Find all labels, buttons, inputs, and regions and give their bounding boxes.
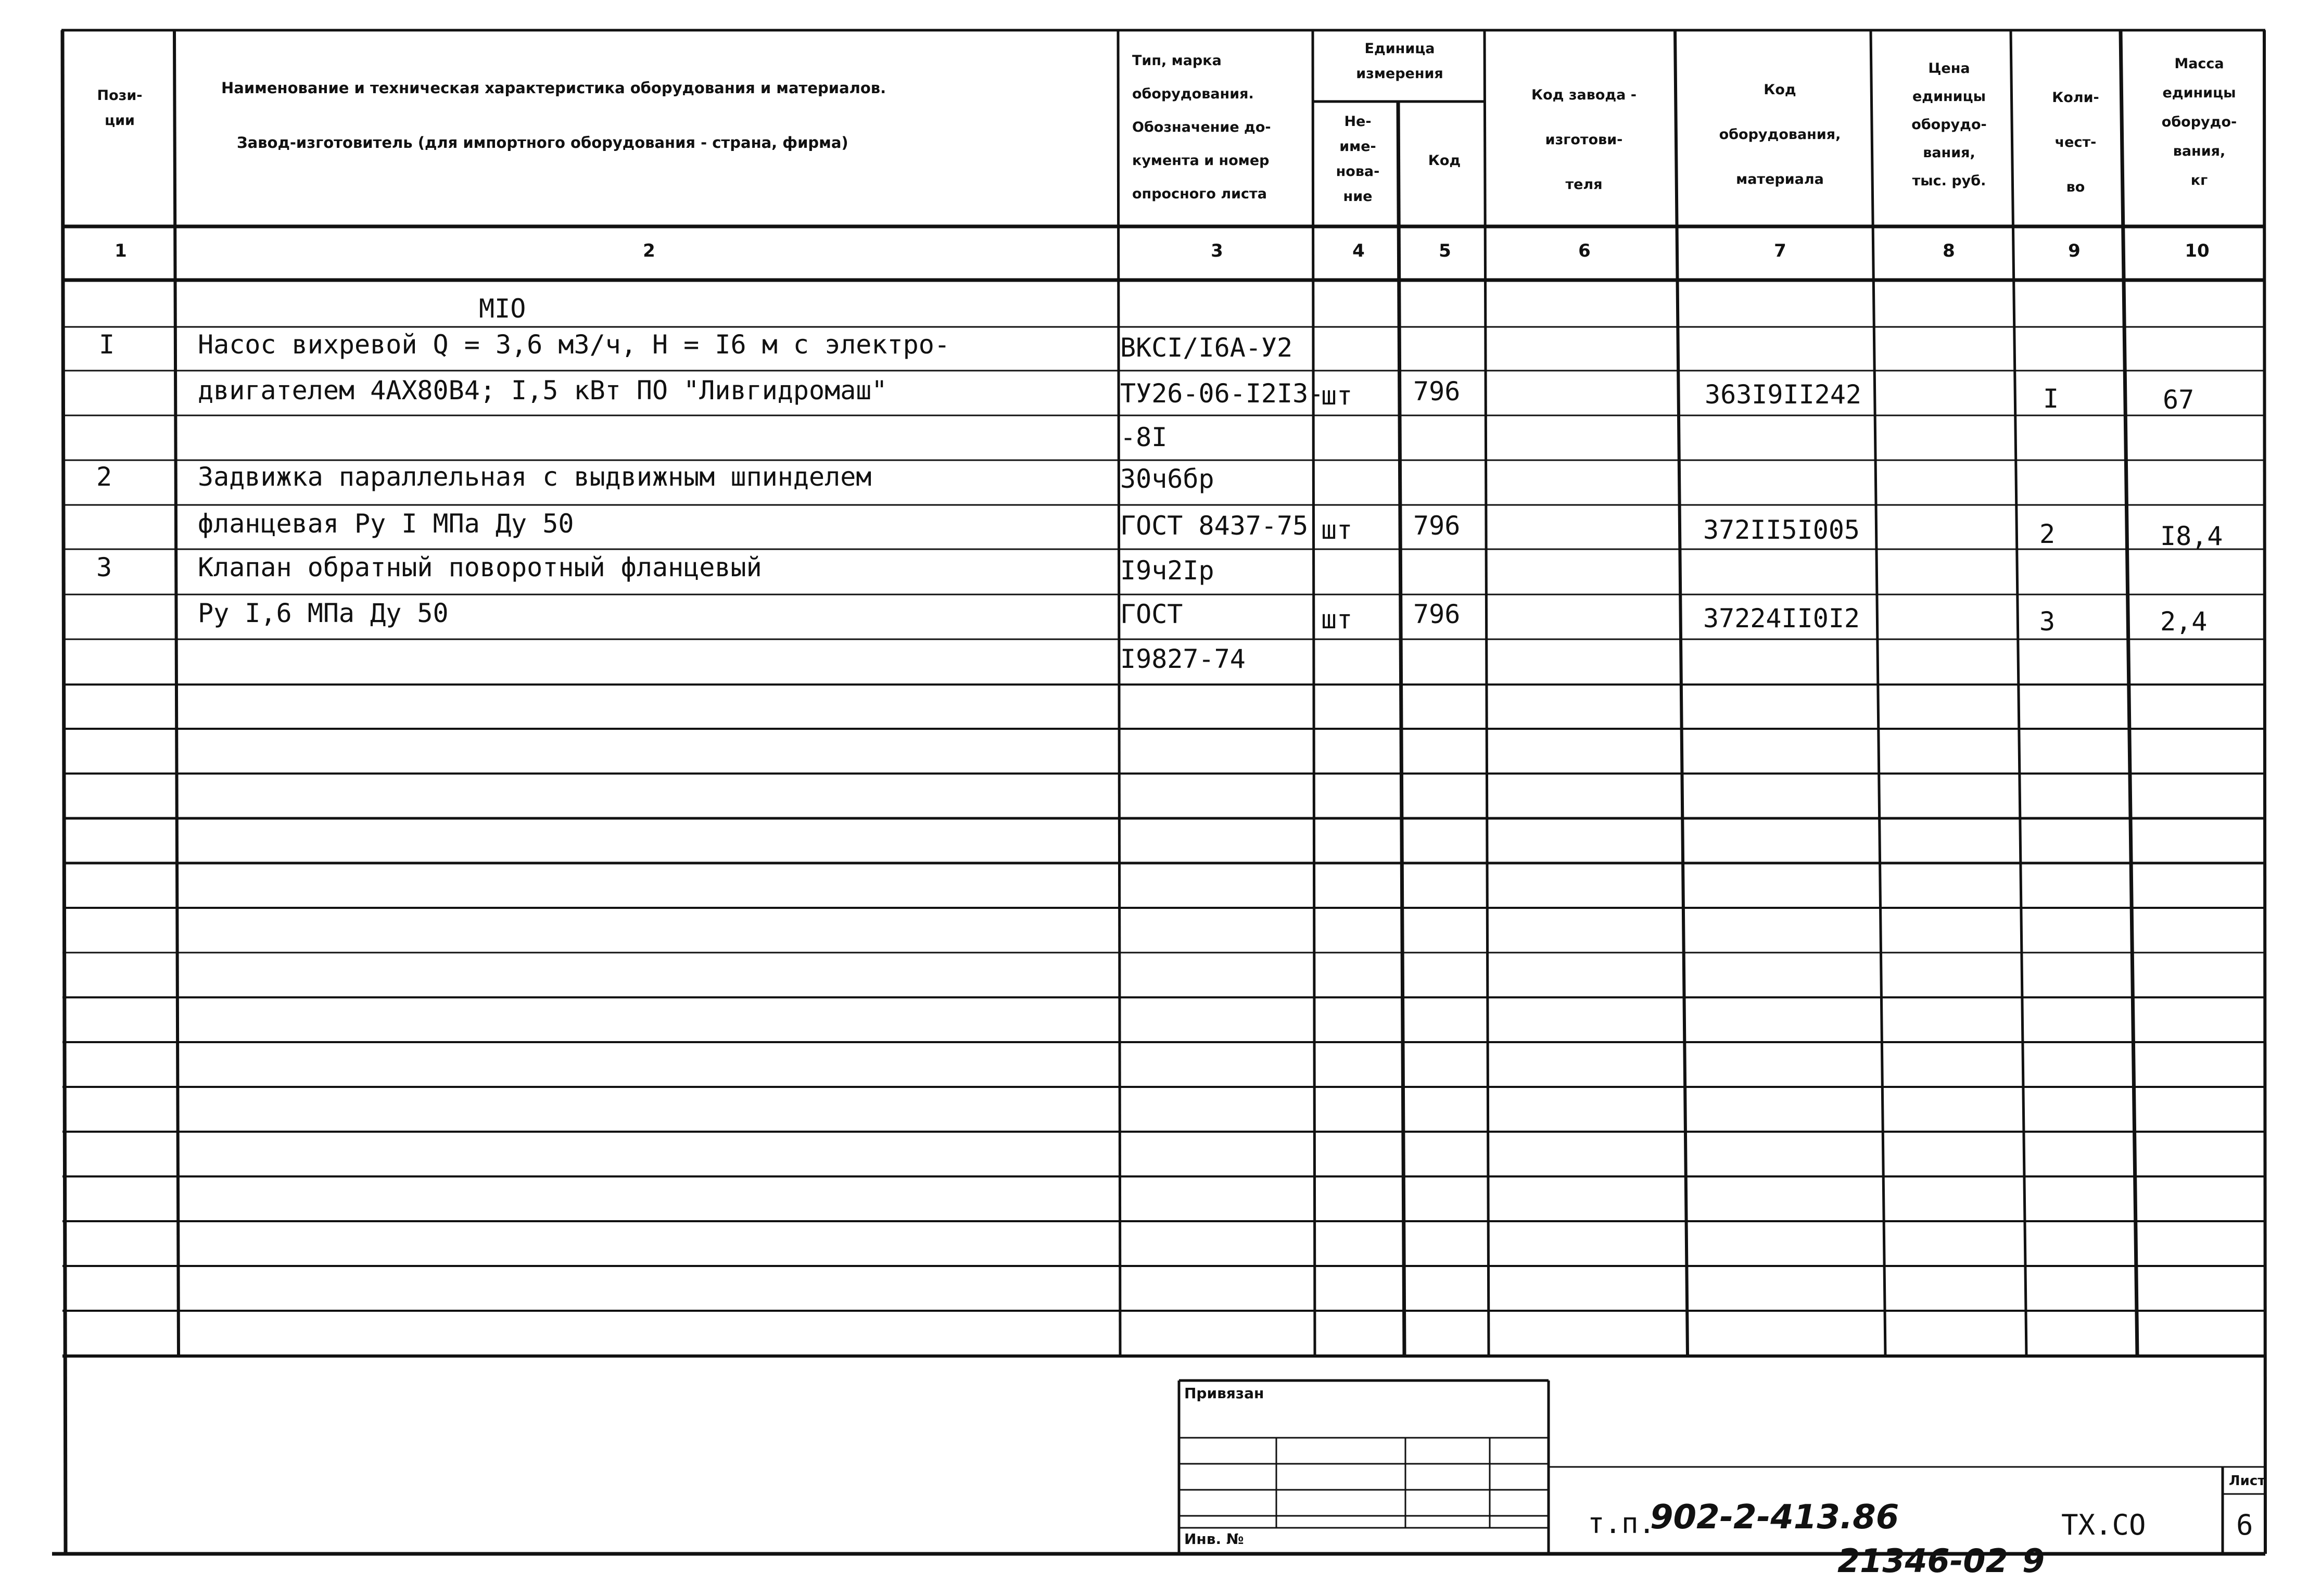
- row-7-unit: шт: [1321, 604, 1353, 635]
- column-number-9: 9: [2068, 240, 2081, 261]
- row-2-quantity: I: [2043, 384, 2059, 414]
- row-2-name: двигателем 4АХ80В4; I,5 кВт ПО "Ливгидромаш": [198, 375, 887, 406]
- sheet-number: 6: [2236, 1509, 2253, 1541]
- row-5-mass: I8,4: [2160, 521, 2223, 551]
- row-5-equipment-code: 372II5I005: [1703, 515, 1860, 545]
- row-5-unit-code: 796: [1413, 511, 1461, 541]
- row-3-type: -8I: [1120, 422, 1168, 452]
- header-unit-name: Не- име- нова- ние: [1336, 113, 1380, 205]
- row-2-unit: шт: [1321, 381, 1353, 411]
- header-manufacturer-code: Код завода - изготови- теля: [1531, 87, 1637, 193]
- sheet-label: Лист: [2229, 1473, 2266, 1489]
- row-5-quantity: 2: [2039, 519, 2056, 549]
- row-4-name: Задвижка параллельная с выдвижным шпинделем: [198, 462, 872, 492]
- archive-sheet: 9: [2022, 1542, 2045, 1580]
- header-unit-price: Цена единицы оборудо- вания, тыс. руб.: [1911, 60, 1987, 189]
- header-quantity: Коли- чест- во: [2052, 90, 2099, 195]
- row-6-position: 3: [96, 552, 112, 582]
- document-code: ТХ.СО: [2061, 1509, 2146, 1541]
- archive-number: 21346-02: [1837, 1542, 2008, 1580]
- header-unit-group: Единица измерения: [1356, 41, 1443, 82]
- header-position: Пози- ции: [97, 87, 143, 129]
- row-2-equipment-code: 363I9II242: [1705, 379, 1862, 410]
- row-7-equipment-code: 37224II0I2: [1703, 603, 1860, 634]
- row-8-type: I9827-74: [1120, 644, 1246, 674]
- row-1-position: I: [99, 330, 115, 360]
- header-mass: Масса единицы оборудо- вания, кг: [2161, 56, 2237, 188]
- row-5-unit: шт: [1321, 515, 1353, 545]
- project-number: 902-2-413.86: [1650, 1498, 1899, 1537]
- row-5-type: ГОСТ 8437-75: [1120, 511, 1309, 541]
- header-name-line1: Наименование и техническая характеристика оборудования и материалов.: [221, 79, 886, 97]
- row-6-name: Клапан обратный поворотный фланцевый: [198, 552, 762, 582]
- row-7-name: Ру I,6 МПа Ду 50: [198, 598, 449, 628]
- header-equipment-code: Код оборудования, материала: [1719, 82, 1841, 187]
- column-number-3: 3: [1211, 240, 1223, 261]
- header-type: Тип, марка оборудования. Обозначение до- кумента и номер опросного листа: [1132, 53, 1271, 202]
- column-number-7: 7: [1774, 240, 1786, 261]
- row-7-quantity: 3: [2039, 606, 2056, 637]
- column-number-5: 5: [1439, 240, 1451, 261]
- row-4-position: 2: [96, 462, 112, 492]
- row-1-type: ВКСI/I6А-У2: [1120, 333, 1293, 363]
- row-6-type: I9ч2Iр: [1120, 555, 1214, 586]
- header-name-line2: Завод-изготовитель (для импортного оборудования - страна, фирма): [237, 134, 848, 151]
- row-1-name: Насос вихревой Q = 3,6 м3/ч, Н = I6 м с электро-: [198, 330, 950, 360]
- column-number-1: 1: [115, 240, 127, 261]
- column-number-10: 10: [2185, 240, 2210, 261]
- row-7-type: ГОСТ: [1120, 599, 1183, 629]
- row-2-type: ТУ26-06-I2I3-: [1120, 378, 1324, 409]
- row-7-unit-code: 796: [1413, 599, 1461, 629]
- stamp-inventory-label: Инв. №: [1184, 1530, 1244, 1548]
- row-2-unit-code: 796: [1413, 376, 1461, 407]
- section-title: МIО: [479, 294, 526, 324]
- row-5-name: фланцевая Ру I МПа Ду 50: [198, 509, 574, 539]
- column-number-2: 2: [643, 240, 655, 261]
- row-4-type: 30ч6бр: [1120, 464, 1214, 494]
- column-number-4: 4: [1352, 240, 1365, 261]
- column-number-8: 8: [1943, 240, 1955, 261]
- row-2-mass: 67: [2163, 385, 2195, 415]
- project-prefix: т.п.: [1588, 1507, 1656, 1540]
- header-unit-code: Код: [1428, 153, 1461, 169]
- stamp-attached-label: Привязан: [1184, 1385, 1264, 1402]
- column-number-6: 6: [1578, 240, 1591, 261]
- row-7-mass: 2,4: [2160, 606, 2208, 637]
